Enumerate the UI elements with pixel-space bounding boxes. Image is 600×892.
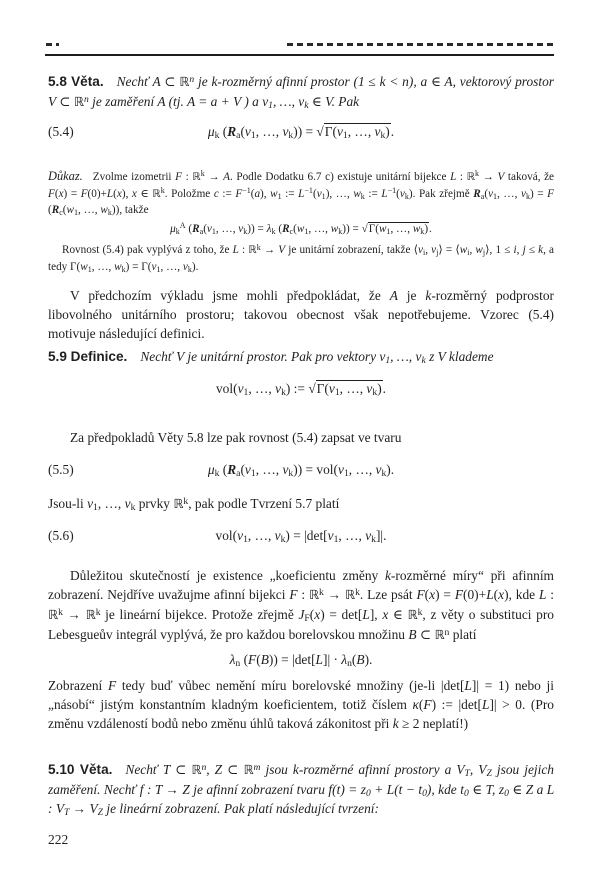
definition-5-9: [48, 347, 554, 366]
clipped-running-head-left-fragment: [46, 43, 59, 46]
equation-5-4-formula: $\mu_k$ ($R_a(v_1$, …, $v_k)) = √\Gamma(v_1$, …, $v_k$).: [207, 124, 395, 142]
equation-5-4: [48, 122, 554, 141]
equation-5-5: [48, 460, 554, 479]
proof-text: Zvolme izometrii F : ℝ$^k$ → A. Podle Dodatku 6.7 c) existuje unitární bijekce L : ℝ$^k$ → V taková, že F(x) = F(0)+L(x), x ∈ ℝ$^k$. Položme c := $F^{-1}(a)$, $w_1$ := $L^{-1}(v_1)$, …, $w_k$ := $L^{-1}(v_k)$. Pak zřejmě $R_a(v_1$, …, $v_k) = F$ ($R_c(w_1$, …, $w_k$)), takže: [48, 169, 555, 218]
paragraph-coefficient: [48, 566, 554, 645]
paragraph-coefficient-text: Důležitou skutečností je existence „koeficientu změny k-rozměrné míry“ při afinním zobrazení. Nejdříve uvažujme afinní bijekci F : ℝ$^k$ → ℝ$^k$. Lze psát F(x) = F(0)+L(x), kde L : ℝ$^k$ → ℝ$^k$ je lineární bijekce. Protože zřejmě $J_F(x) = \det[L]$, x ∈ ℝ$^k$, z věty o substituci pro Lebesgueův integrál vyplývá, že pro každou borelovskou množinu B ⊂ ℝ$^n$ platí: [48, 568, 555, 643]
lambda-display-formula: $\lambda_n$ $(F(B)) = |\det[L]| \cdot \lambda_n(B)$.: [229, 652, 373, 670]
paragraph-between: [48, 494, 554, 514]
paragraph-remark: [48, 286, 554, 343]
equation-5-4-number: (5.4): [48, 124, 74, 139]
proof-display-formula: $\mu_k^A$ ($R_a(v_1$, …, $v_k)) = \lambda_k$ ($R_c(w_1$, …, $w_k)) = √\Gamma(w_1$, …, $w_k$).: [170, 221, 432, 236]
paragraph-mapping: [48, 676, 554, 733]
paragraph-mapping-text: Zobrazení F tedy buď vůbec nemění míru borelovské množiny (je-li |det[L]| = 1) nebo ji „násobí“ jistým konstantním kladným koeficientem, totiž číslem κ(F) := |det[L]| > 0. (Pro změnu vzdáleností bodů nebo změnu úhlů taková zákonitost při k ≥ 2 neplatí!): [48, 678, 555, 731]
running-head-rule: [45, 54, 554, 56]
paragraph-between-text: Jsou-li $v_1$, …, $v_k$ prvky ℝ$^k$, pak podle Tvrzení 5.7 platí: [48, 495, 340, 514]
theorem-5-10-body: Nechť T ⊂ ℝ$^n$, Z ⊂ ℝ$^m$ jsou k-rozměrné afinní prostory a $V_T$, $V_Z$ jsou jejich zaměření. Nechť f : T → Z je afinní zobrazení tvaru $f(t) = z_0 + L(t - t_0)$, kde $t_0$ ∈ T, $z_0$ ∈ Z a L : $V_T \to V_Z$ je lineární zobrazení. Pak platí následující tvrzení:: [48, 761, 554, 819]
proof-paragraph-1: [48, 168, 554, 219]
proof-paragraph-2: Rovnost (5.4) pak vyplývá z toho, že L : ℝ$^k$ → V je unitární zobrazení, takže $⟨v_i$, $v_j⟩$ = $⟨w_i$, $w_j⟩$, 1 ≤ i, j ≤ k, a tedy $\Gamma(w_1$, …, $w_k) = \Gamma(v_1$, …, $v_k$).: [48, 242, 555, 274]
page-number: 222: [48, 832, 69, 847]
theorem-5-8-body: Nechť A ⊂ ℝ$^n$ je k-rozměrný afinní prostor (1 ≤ k < n), a ∈ A, vektorový prostor V ⊂ ℝ$^n$ je zaměření A (tj. A = a + V ) a $v_1$, …, $v_k$ ∈ V. Pak: [48, 73, 555, 112]
equation-5-6: [48, 526, 554, 545]
equation-5-6-formula: $vol(v_1$, …, $v_k) = |\det[v_1$, …, $v_k]|$.: [215, 528, 387, 546]
theorem-5-8-label: 5.8 Věta.: [48, 74, 104, 89]
paragraph-remark-text: V předchozím výkladu jsme mohli předpokládat, že A je k-rozměrný podprostor libovolného unitárního prostoru; takovou obecnost však nepotřebujeme. Vzorec (5.4) motivuje následující definici.: [48, 288, 554, 341]
proof-block: [48, 168, 554, 276]
vol-display-formula: $vol(v_1$, …, $v_k$) := $√\Gamma(v_1$, …, $v_k$).: [215, 381, 387, 399]
paragraph-lead-in-text: Za předpokladů Věty 5.8 lze pak rovnost (5.4) zapsat ve tvaru: [70, 430, 402, 445]
equation-5-5-formula: $\mu_k$ ($R_a(v_1$, …, $v_k)) = vol(v_1$, …, $v_k$).: [207, 462, 395, 480]
definition-5-9-label: 5.9 Definice.: [48, 349, 128, 364]
paragraph-lead-in: [48, 428, 554, 447]
definition-5-9-body: Nechť V je unitární prostor. Pak pro vektory $v_1$, …, $v_k$ z V klademe: [140, 349, 494, 367]
clipped-running-head-right-fragment: [287, 43, 554, 46]
theorem-5-10-label: 5.10 Věta.: [48, 762, 113, 777]
equation-5-5-number: (5.5): [48, 462, 74, 477]
theorem-5-8: [48, 72, 554, 112]
theorem-5-10: [48, 760, 554, 818]
equation-5-6-number: (5.6): [48, 528, 74, 543]
proof-label: Důkaz.: [48, 169, 83, 183]
